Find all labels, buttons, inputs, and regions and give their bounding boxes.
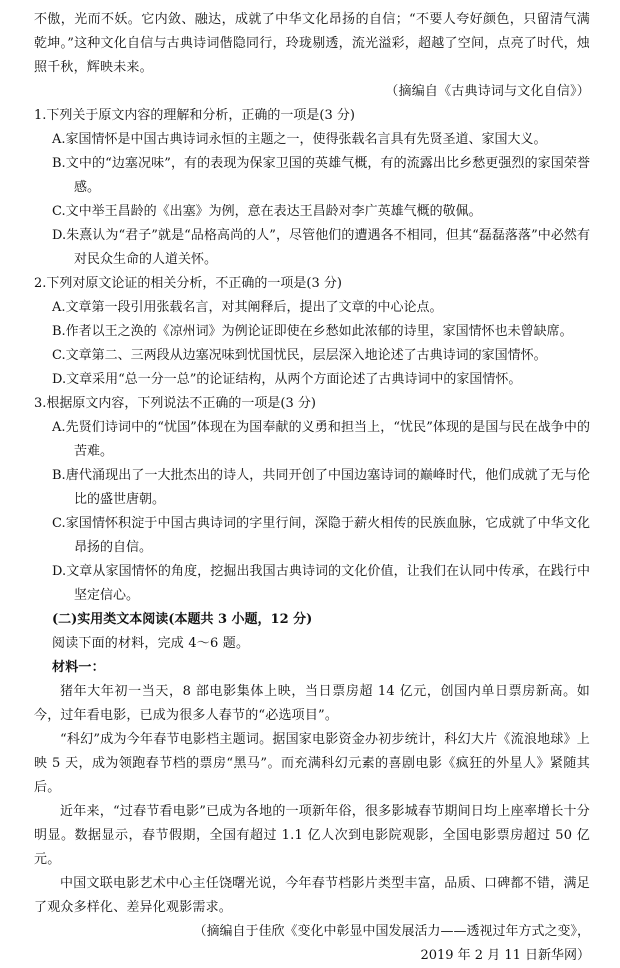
option-a: A.家国情怀是中国古典诗词永恒的主题之一，使得张载名言具有先贤圣道、家国大义。 — [52, 132, 547, 147]
passage-tail-text: 不傲，光而不妖。它内敛、融达，成就了中华文化昂扬的自信；“不要人夸好颜色，只留清气满乾坤。”这种文化自信与古典诗词偕隐同行，玲珑剔透，流光溢彩，超越了空间，点亮了时代，烛照千秋，辉映未来。 — [34, 12, 590, 75]
material-source-line-2: 2019 年 2 月 11 日新华网） — [420, 948, 590, 963]
question-stem: 2.下列对原文论证的相关分析，不正确的一项是(3 分) — [34, 276, 342, 291]
option-a: A.文章第一段引用张载名言，对其阐释后，提出了文章的中心论点。 — [52, 300, 443, 315]
question-stem: 1.下列关于原文内容的理解和分析，正确的一项是(3 分) — [34, 108, 355, 123]
material-paragraph: 猪年大年初一当天，8 部电影集体上映，当日票房超 14 亿元，创国内单日票房新高。如今，过年看电影，已成为很多人春节的“必选项目”。 — [34, 684, 590, 723]
material-label: 材料一： — [52, 660, 105, 675]
option-c: C.文中举王昌龄的《出塞》为例，意在表达王昌龄对李广英雄气概的敬佩。 — [52, 204, 482, 219]
material-source-line-1: （摘编自于佳欣《变化中彰显中国发展活力——透视过年方式之变》， — [193, 924, 590, 939]
question-1 — [34, 104, 590, 272]
option-b: B.文中的“边塞况味”，有的表现为保家卫国的英雄气概，有的流露出比乡愁更强烈的家国荣誉感。 — [52, 156, 590, 195]
passage-source: （摘编自《古典诗词与文化自信》） — [385, 84, 590, 99]
option-d: D.文章从家国情怀的角度，挖掘出我国古典诗词的文化价值，让我们在认同中传承，在践行中坚定信心。 — [52, 564, 590, 603]
option-c: C.家国情怀积淀于中国古典诗词的字里行间，深隐于薪火相传的民族血脉，它成就了中华文化昂扬的自信。 — [52, 516, 590, 555]
option-c: C.文章第二、三两段从边塞况味到忧国忧民，层层深入地论述了古典诗词的家国情怀。 — [52, 348, 547, 363]
exam-page — [34, 8, 590, 968]
option-b: B.唐代涌现出了一大批杰出的诗人，共同开创了中国边塞诗词的巅峰时代，他们成就了无与伦比的盛世唐朝。 — [52, 468, 590, 507]
material-paragraph: “科幻”成为今年春节电影档主题词。据国家电影资金办初步统计，科幻大片《流浪地球》上映 5 天，成为领跑春节档的票房“黑马”。而充满科幻元素的喜剧电影《疯狂的外星人》紧随其后。 — [34, 732, 590, 795]
question-2 — [34, 272, 590, 392]
option-d: D.朱熹认为“君子”就是“品格高尚的人”，尽管他们的遭遇各不相同，但其“磊磊落落”中必然有对民众生命的人道关怀。 — [52, 228, 590, 267]
material-paragraph: 近年来，“过春节看电影”已成为各地的一项新年俗，很多影城春节期间日均上座率增长十分明显。数据显示，春节假期，全国有超过 1.1 亿人次到电影院观影，全国电影票房超过 50 亿元。 — [34, 804, 590, 867]
material-paragraph: 中国文联电影艺术中心主任饶曙光说，今年春节档影片类型丰富，品质、口碑都不错，满足了观众多样化、差异化观影需求。 — [34, 876, 590, 915]
question-stem: 3.根据原文内容，下列说法不正确的一项是(3 分) — [34, 396, 316, 411]
option-d: D.文章采用“总一分一总”的论证结构，从两个方面论述了古典诗词中的家国情怀。 — [52, 372, 522, 387]
option-a: A.先贤们诗词中的“忧国”体现在为国奉献的义勇和担当上，“忧民”体现的是国与民在战争中的苦难。 — [52, 420, 590, 459]
section-title: (二)实用类文本阅读(本题共 3 小题，12 分) — [52, 612, 313, 627]
section-instruction: 阅读下面的材料，完成 4～6 题。 — [52, 636, 250, 651]
option-b: B.作者以王之涣的《凉州词》为例论证即使在乡愁如此浓郁的诗里，家国情怀也未曾缺席。 — [52, 324, 573, 339]
question-3 — [34, 392, 590, 608]
